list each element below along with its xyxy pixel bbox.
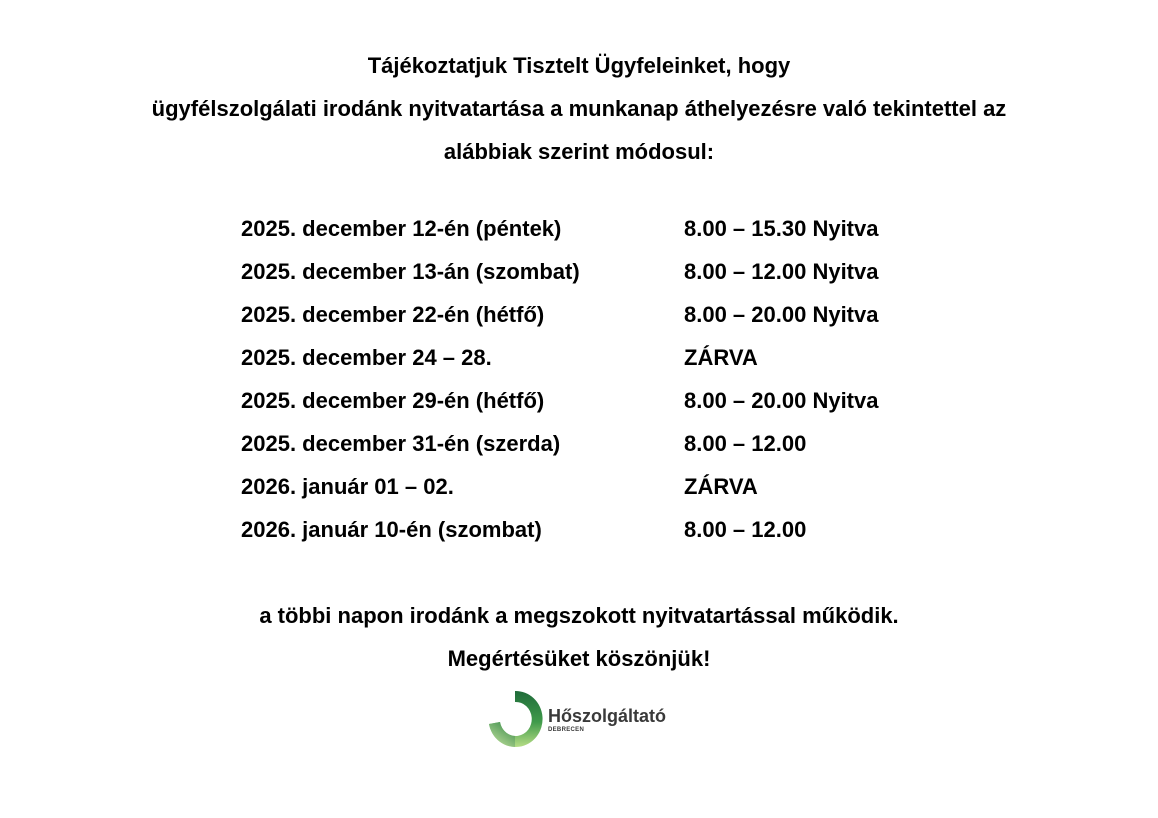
logo-brand-city: DEBRECEN: [548, 727, 585, 733]
schedule-hours: 8.00 – 12.00 Nyitva: [684, 259, 879, 284]
schedule-hours: 8.00 – 20.00 Nyitva: [684, 388, 879, 413]
schedule-hours: 8.00 – 12.00: [684, 517, 807, 542]
schedule-date: 2025. december 24 – 28.: [241, 345, 492, 370]
intro-line-3: alábbiak szerint módosul:: [443, 139, 715, 164]
schedule-hours: 8.00 – 12.00: [684, 431, 807, 456]
schedule-date: 2025. december 31-én (szerda): [241, 431, 561, 456]
schedule-row: [241, 250, 961, 293]
schedule-row: [241, 379, 961, 422]
schedule-row: [241, 336, 961, 379]
logo-brand-name: Hőszolgáltató: [548, 706, 667, 726]
company-logo: [486, 688, 686, 750]
schedule-hours: 8.00 – 15.30 Nyitva: [684, 216, 879, 241]
schedule-hours: ZÁRVA: [684, 345, 758, 370]
schedule-hours: 8.00 – 20.00 Nyitva: [684, 302, 879, 327]
schedule-row: [241, 465, 961, 508]
closing-line-2: Megértésüket köszönjük!: [447, 646, 711, 671]
schedule-date: 2025. december 12-én (péntek): [241, 216, 562, 241]
schedule-date: 2026. január 10-én (szombat): [241, 517, 542, 542]
schedule-row: [241, 293, 961, 336]
schedule-hours: ZÁRVA: [684, 474, 758, 499]
intro-line-1: Tájékoztatjuk Tisztelt Ügyfeleinket, hogy: [367, 53, 791, 78]
intro-line-2: ügyfélszolgálati irodánk nyitvatartása a munkanap áthelyezésre való tekintettel az: [151, 96, 1007, 121]
closing-line-1: a többi napon irodánk a megszokott nyitvatartással működik.: [259, 603, 899, 628]
schedule-date: 2025. december 22-én (hétfő): [241, 302, 545, 327]
schedule-list: [241, 207, 961, 551]
schedule-row: [241, 207, 961, 250]
schedule-date: 2025. december 13-án (szombat): [241, 259, 580, 284]
intro-text: [0, 44, 1158, 173]
schedule-row: [241, 422, 961, 465]
closing-text: [0, 594, 1158, 680]
logo-ring-icon: [486, 688, 544, 750]
schedule-row: [241, 508, 961, 551]
schedule-date: 2025. december 29-én (hétfő): [241, 388, 545, 413]
schedule-date: 2026. január 01 – 02.: [241, 474, 454, 499]
